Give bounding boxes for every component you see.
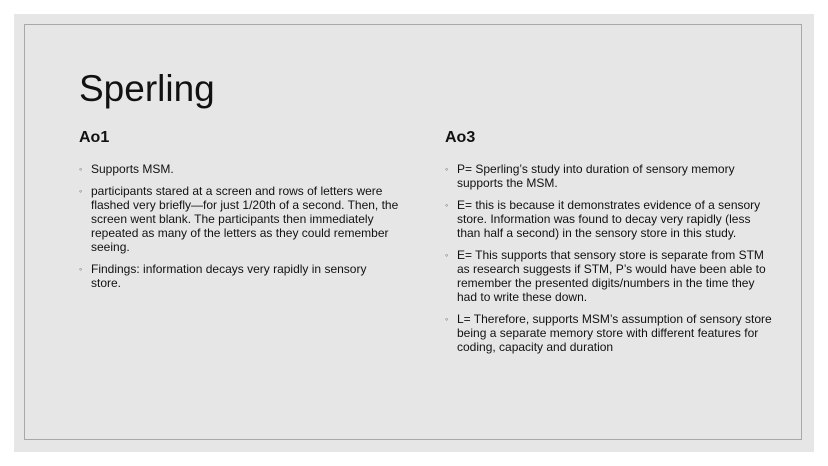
slide-title: Sperling (79, 68, 215, 109)
list-item (79, 162, 399, 176)
list-item (445, 248, 775, 304)
list-item-text: participants stared at a screen and rows of letters were flashed very briefly—for just 1/20th of a second. Then, the screen went blank. The participants then immediately repeated as many of the letters as they could remember seeing. (91, 184, 399, 254)
list-item (79, 262, 399, 290)
list-item (445, 198, 775, 240)
bullet-icon: ◦ (445, 250, 449, 260)
list-item-text: Findings: information decays very rapidly in sensory store. (91, 262, 367, 290)
list-item (79, 184, 399, 254)
bullet-icon: ◦ (79, 264, 83, 274)
list-item-text: L= Therefore, supports MSM’s assumption of sensory store being a separate memory store with different features for coding, capacity and duration (457, 312, 772, 354)
list-item-text: Supports MSM. (91, 162, 174, 176)
bullet-icon: ◦ (79, 164, 83, 174)
list-item-text: E= this is because it demonstrates evidence of a sensory store. Information was found to decay very rapidly (less than half a second) in the sensory store in this study. (457, 198, 761, 240)
list-item-text: P= Sperling’s study into duration of sensory memory supports the MSM. (457, 162, 735, 190)
bullet-icon: ◦ (79, 186, 83, 196)
bullet-icon: ◦ (445, 314, 449, 324)
bullet-icon: ◦ (445, 200, 449, 210)
list-item (445, 162, 775, 190)
ao3-column (445, 128, 775, 362)
slide (14, 14, 814, 452)
list-item (445, 312, 775, 354)
ao1-list (79, 162, 399, 290)
ao1-column (79, 128, 399, 298)
bullet-icon: ◦ (445, 164, 449, 174)
ao1-heading: Ao1 (79, 129, 110, 146)
ao3-heading: Ao3 (445, 129, 476, 146)
ao3-list (445, 162, 775, 354)
list-item-text: E= This supports that sensory store is separate from STM as research suggests if STM, P’s would have been able to remember the presented digits/numbers in the time they had to write these down. (457, 248, 766, 304)
